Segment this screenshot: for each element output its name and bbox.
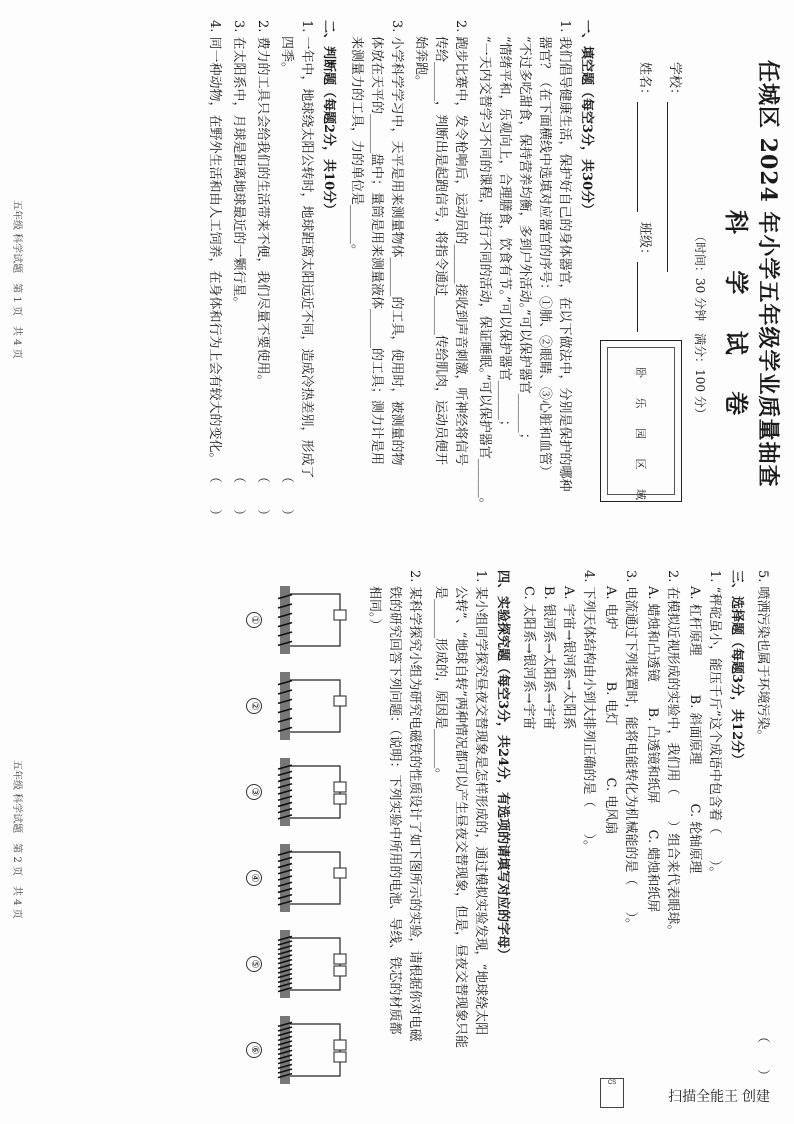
electromagnet-drawing [264, 666, 354, 746]
exam-subject: 科 学 试 卷 [722, 210, 751, 430]
q1-line-e: “一天内交替学习不同的课程，进行不同的活动，保证睡眠。”可以保护器官______。 [477, 36, 492, 511]
tf2-line: 2. 费力的工具只会给我们的生活带来不便，我们尽量不要使用。 [255, 20, 270, 388]
diagram-number-label: ① [246, 612, 262, 628]
choice2-options: A. 蜡烛和凸透镜 B. 凸透镜和纸屏 C. 蜡烛和纸屏 [645, 586, 660, 913]
battery-icon [334, 610, 346, 620]
electromagnet-diagram [244, 924, 354, 1004]
tf1-answer: （ ） [279, 470, 294, 523]
battery-icon [334, 782, 346, 792]
q1-line-a: 1. 我们倡导健康生活，保护好自己的身体器官，在以下做法中，分别是保护的哪种 [557, 20, 572, 492]
score-stamp-text: 卧 乐 园 区 域 [634, 367, 647, 508]
wire-loop [288, 1024, 340, 1076]
exam-title: 任城区 2024 年小学五年级学业质量抽查 [755, 60, 781, 488]
exp1-line-c: 是______形成的，原因是______。 [433, 586, 448, 782]
electromagnet-diagrams [234, 580, 354, 1100]
tf3-line: 3. 在太阳系中，月球是距离地球最近的一颗行星。 [231, 20, 246, 310]
choice4-question: 4. 下列天体结构由小到大排列正确的是（ ）。 [581, 570, 596, 854]
electromagnet-diagram [244, 580, 354, 660]
section-true-false: 二、判断题（每题2分，共10分） [321, 20, 336, 217]
q3-line-a: 3. 小学科学学习中，天平是用来测量物体______的工具，使用时，被测量的物 [389, 20, 404, 466]
electromagnet-drawing [264, 924, 354, 1004]
q3-line-c: 来测量力的工具，力的单位是______。 [349, 36, 364, 258]
choice4-option-c: C. 太阳系→银河系→宇宙 [521, 586, 536, 730]
choice2-question: 2. 在模拟近视形成的实验中，我们用（ ）组合来代表眼球。 [665, 570, 680, 938]
battery-icon [334, 966, 346, 976]
name-blank [637, 102, 638, 212]
q1-line-d: “情绪平和，乐观向上，合理膳食，饮食有节。”可以保护器官______； [497, 36, 512, 433]
choice1-question: 1. “秤砣虽小，能压千斤”这个成语中包含着（ ）。 [707, 570, 722, 880]
battery-icon [334, 1040, 346, 1050]
iron-core [280, 1016, 290, 1084]
diagram-number-label: ③ [246, 784, 262, 800]
page-two-column [0, 560, 794, 1120]
electromagnet-drawing [264, 752, 354, 832]
electromagnet-drawing [264, 580, 354, 660]
tf2-answer: （ ） [255, 470, 270, 523]
wire-loop [288, 680, 340, 732]
electromagnet-drawing [264, 838, 354, 918]
battery-icon [334, 696, 346, 706]
q1-line-c: “不过多吃甜食，保持营养均衡，多到户外活动。”可以保护器官______； [517, 36, 532, 446]
school-blank [667, 102, 668, 272]
diagram-number-label: ⑥ [246, 1042, 262, 1058]
q2-line-c: 始奔跑。 [413, 36, 428, 89]
class-blank [637, 262, 638, 332]
electromagnet-drawing [264, 1010, 354, 1090]
electromagnet-diagram [244, 752, 354, 832]
battery-icon [334, 954, 346, 964]
exp2-line-b: 铁的研究回答下列问题：（说明：下列实验中所用的电池、导线、铁芯的材质都 [387, 586, 402, 1035]
choice3-question: 3. 电流通过下列装置时，能将电能转化为机械能的是（ ）。 [623, 570, 638, 932]
q3-line-b: 体放在天平的______盘中；量筒是用来测量液体______的工具；测力计是用 [369, 36, 384, 466]
scanner-logo-icon: CS [600, 1078, 624, 1108]
battery-icon [334, 1052, 346, 1062]
choice4-option-b: B. 银河系→太阳系→宇宙 [541, 586, 556, 730]
electromagnet-diagram [244, 1010, 354, 1090]
page-one-footer: 五年级 科学试题 第 1 页 共 4 页 [11, 200, 22, 359]
battery-icon [334, 794, 346, 804]
exp1-line-a: 1. 某小组同学探究昼夜交替现象是怎样形成的，通过模拟实验发现，“地球绕太阳 [473, 570, 488, 1036]
wire-loop [288, 766, 340, 818]
tf1-line-b: 四季。 [279, 36, 294, 76]
choice1-options: A. 杠杆原理 B. 斜面原理 C. 轮轴原理 [687, 586, 702, 874]
diagram-number-label: ④ [246, 870, 262, 886]
school-label: 学校： [667, 62, 682, 102]
section-experiment: 四、实验探究题（每空3分，共24分，有选项的请填写对应的字母） [495, 570, 510, 962]
wire-loop [288, 852, 340, 904]
wire-loop [288, 938, 340, 990]
electromagnet-diagram [244, 666, 354, 746]
section-choice: 三、选择题（每题3分，共12分） [729, 570, 744, 767]
score-stamp-box [600, 340, 682, 508]
battery-icon [334, 868, 346, 878]
diagram-number-label: ⑤ [246, 956, 262, 972]
exp2-line-c: 相同。） [367, 586, 382, 632]
page-two-footer: 五年级 科学试题 第 2 页 共 4 页 [11, 760, 22, 919]
tf4-answer: （ ） [207, 470, 222, 523]
tf4-line: 4. 同一种动物，在野外生活和由人工饲养，在身体和行为上会有较大的变化。 [207, 20, 222, 466]
q2-line-a: 2. 跑步比赛中，发令枪响后，运动员的______接收到声音刺激，听神经将信号 [453, 20, 468, 466]
q2-line-b: 传给______，判断出是起跑信号，将指令通过______传给肌肉，运动员便开 [433, 36, 448, 466]
exp2-line-a: 2. 某科学探究小组为研究电磁铁的性质设计了如下图所示的实验，请根据你对电磁 [407, 570, 422, 1042]
tf5-answer: （ ） [755, 1030, 770, 1083]
choice3-options: A. 电炉 B. 电灯 C. 电风扇 [603, 586, 618, 835]
name-label: 姓名： [637, 62, 652, 102]
tf3-answer: （ ） [231, 470, 246, 523]
diagram-number-label: ② [246, 698, 262, 714]
wire-loop [288, 594, 340, 646]
iron-core [280, 930, 290, 998]
tf5-line: 5. 喷洒污染也属于环境污染。 [755, 570, 770, 743]
exam-time-score: （时间：30 分钟 满分：100 分） [693, 230, 707, 420]
choice4-option-a: A. 宇宙→银河系→太阳系 [561, 586, 576, 730]
section-fill-in: 一、填空题（每空3分，共30分） [579, 20, 594, 217]
scanner-watermark: 扫描全能王 创建 [668, 1088, 770, 1104]
exp1-line-b: 公转”、“地球自转”两种情况都可以产生昼夜交替现象，但是，昼夜交替现象只能 [453, 586, 468, 1048]
class-label: 班级： [637, 222, 652, 262]
electromagnet-diagram [244, 838, 354, 918]
page-one-column [0, 0, 794, 560]
tf1-line-a: 1. 一年中，地球绕太阳公转时，地球距离太阳远近不同，造成冷热差别，形成了 [299, 20, 314, 479]
q1-line-b: 器官？（在下面横线中选填对应器官的序号：①肺、②眼睛、③心脏和血管） [537, 36, 552, 479]
